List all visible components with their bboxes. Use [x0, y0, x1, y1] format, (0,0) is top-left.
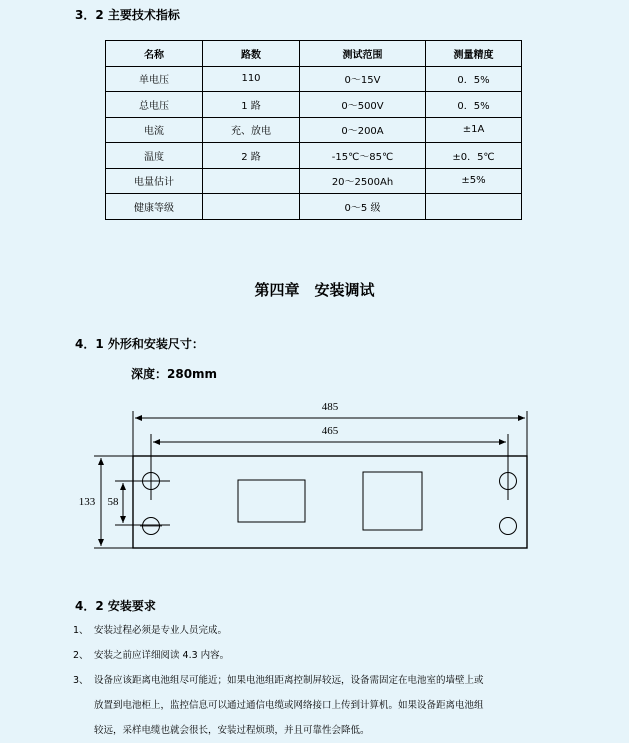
table-cell: 0．5%	[426, 66, 522, 92]
table-cell: 2 路	[203, 143, 300, 169]
table-cell: 健康等级	[106, 194, 203, 220]
list-item	[73, 618, 227, 643]
table-cell: ±0．5℃	[426, 143, 522, 169]
table-cell: ±1A	[426, 117, 522, 143]
indicator-window	[363, 472, 422, 530]
table-cell: 0～15V	[300, 66, 426, 92]
table-cell: 1 路	[203, 92, 300, 118]
table-cell: 110	[203, 66, 300, 92]
dim-485-label: 485	[321, 401, 339, 413]
display-window	[238, 480, 305, 522]
chapter-4-title: 第四章 安装调试	[254, 281, 375, 299]
table-cell: 总电压	[106, 92, 203, 118]
table-cell: 0～200A	[300, 117, 426, 143]
list-item-text: 安装过程必须是专业人员完成。	[94, 625, 228, 636]
table-cell: 20～2500Ah	[300, 168, 426, 194]
section-4-2-title: 4．2 安装要求	[75, 599, 156, 613]
col-header-name: 名称	[106, 41, 203, 67]
table-cell: 单电压	[106, 66, 203, 92]
section-4-1-title: 4．1 外形和安装尺寸：	[75, 337, 204, 351]
table-cell: ±5%	[426, 168, 522, 194]
list-item-number: 1、	[73, 625, 89, 636]
table-cell: 电流	[106, 117, 203, 143]
mounting-hole	[500, 518, 517, 535]
list-item	[73, 668, 484, 743]
section-3-2-title: 3．2 主要技术指标	[75, 8, 180, 22]
dim-133-label: 133	[78, 496, 96, 508]
list-item-number: 2、	[73, 650, 89, 661]
front-panel-outline	[133, 456, 527, 548]
col-header-accuracy: 测量精度	[426, 41, 522, 67]
depth-label: 深度：280mm	[131, 367, 218, 381]
list-item-text: 较远，采样电缆也就会很长，安装过程烦琐，并且可靠性会降低。	[94, 725, 370, 736]
dim-465-label: 465	[321, 425, 339, 437]
list-item-text: 设备应该距离电池组尽可能近；如果电池组距离控制屏较远，设备需固定在电池室的墙壁上或	[94, 675, 484, 686]
col-header-channels: 路数	[203, 41, 300, 67]
list-item-text: 安装之前应详细阅读 4.3 内容。	[94, 650, 230, 661]
table-cell: 电量估计	[106, 168, 203, 194]
table-cell: 0～5 级	[300, 194, 426, 220]
table-cell: 0．5%	[426, 92, 522, 118]
table-cell: -15℃～85℃	[300, 143, 426, 169]
list-item	[73, 643, 229, 668]
list-item-number: 3、	[73, 675, 89, 686]
table-cell: 充、放电	[203, 117, 300, 143]
dim-58-label: 58	[107, 496, 119, 508]
col-header-range: 测试范围	[300, 41, 426, 67]
list-item-text: 放置到电池柜上，监控信息可以通过通信电缆或网络接口上传到计算机。如果设备距离电池组	[94, 700, 484, 711]
table-cell: 温度	[106, 143, 203, 169]
table-cell: 0～500V	[300, 92, 426, 118]
